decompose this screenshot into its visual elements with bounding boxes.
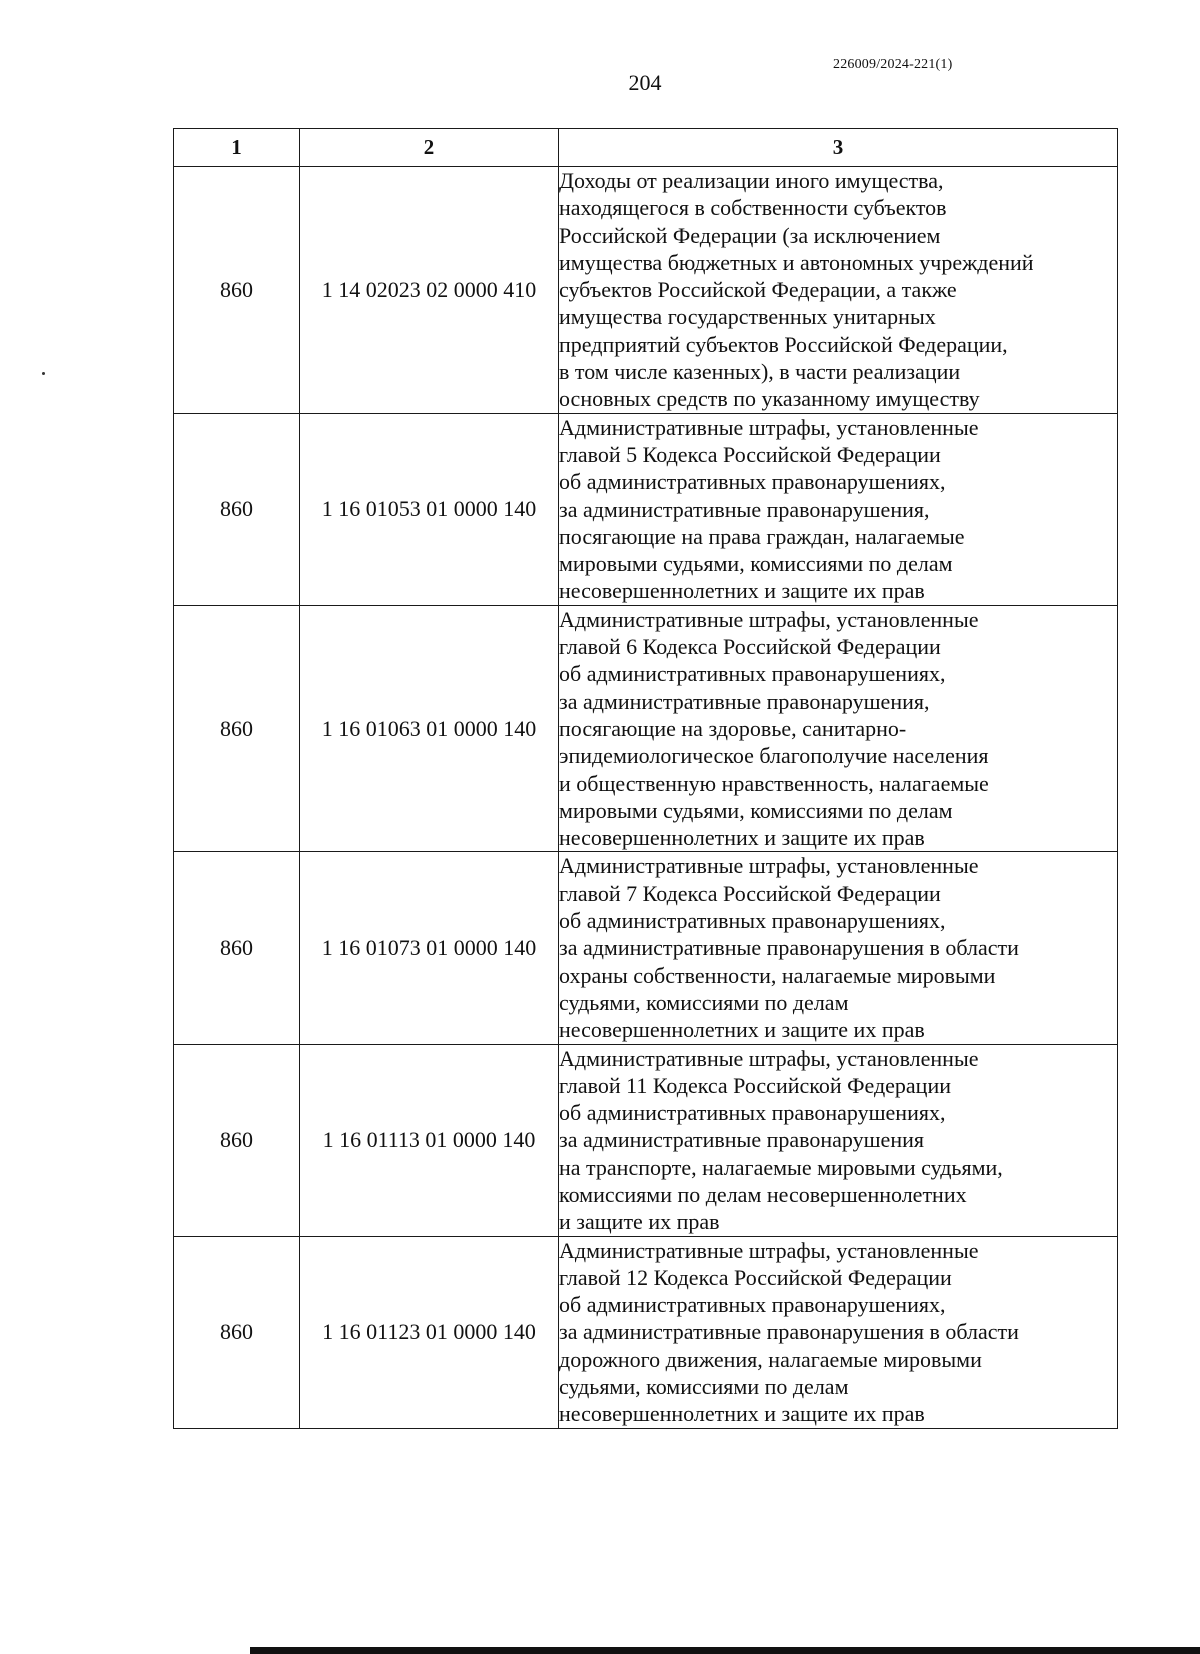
description-line: несовершеннолетних и защите их прав xyxy=(559,578,925,604)
description-line: имущества бюджетных и автономных учреждений xyxy=(559,249,1034,275)
description-line: мировыми судьями, комиссиями по делам xyxy=(559,551,953,577)
description-cell xyxy=(559,413,1118,605)
description-line: Российской Федерации (за исключением xyxy=(559,222,941,248)
column-header-3: 3 xyxy=(559,129,1118,167)
table-body xyxy=(174,167,1118,1429)
description-line: за административные правонарушения в области xyxy=(559,1319,1019,1345)
description-line: об административных правонарушениях, xyxy=(559,1292,946,1318)
description-line: об административных правонарушениях, xyxy=(559,1100,946,1126)
description-cell xyxy=(559,1236,1118,1428)
description-cell xyxy=(559,167,1118,414)
description-line: несовершеннолетних и защите их прав xyxy=(559,825,925,851)
admin-code-cell: 860 xyxy=(174,413,300,605)
description-line: за административные правонарушения в области xyxy=(559,935,1019,961)
table-header-row xyxy=(174,129,1118,167)
admin-code-cell: 860 xyxy=(174,605,300,852)
description-line: Доходы от реализации иного имущества, xyxy=(559,168,944,193)
budget-classification-table xyxy=(173,128,1118,1429)
table-row xyxy=(174,413,1118,605)
document-code: 226009/2024-221(1) xyxy=(833,57,953,72)
description-line: главой 5 Кодекса Российской Федерации xyxy=(559,441,941,467)
description-line: за административные правонарушения xyxy=(559,1127,924,1153)
description-line: посягающие на права граждан, налагаемые xyxy=(559,523,965,549)
description-line: Административные штрафы, установленные xyxy=(559,1237,979,1263)
description-line: несовершеннолетних и защите их прав xyxy=(559,1017,925,1043)
column-header-2: 2 xyxy=(300,129,559,167)
description-line: в том числе казенных), в части реализации xyxy=(559,359,961,385)
description-line: главой 12 Кодекса Российской Федерации xyxy=(559,1264,952,1290)
description-line: главой 7 Кодекса Российской Федерации xyxy=(559,880,941,906)
admin-code-cell: 860 xyxy=(174,167,300,414)
description-line: основных средств по указанному имуществу xyxy=(559,386,980,412)
description-line: судьями, комиссиями по делам xyxy=(559,1374,849,1400)
description-line: на транспорте, налагаемые мировыми судьями, xyxy=(559,1154,1003,1180)
description-line: комиссиями по делам несовершеннолетних xyxy=(559,1181,967,1207)
description-line: главой 11 Кодекса Российской Федерации xyxy=(559,1072,952,1098)
table-row xyxy=(174,167,1118,414)
description-cell xyxy=(559,1044,1118,1236)
description-line: Административные штрафы, установленные xyxy=(559,606,979,632)
description-line: Административные штрафы, установленные xyxy=(559,414,979,440)
budget-code-cell: 1 16 01113 01 0000 140 xyxy=(300,1044,559,1236)
budget-code-cell: 1 16 01053 01 0000 140 xyxy=(300,413,559,605)
budget-code-cell: 1 16 01123 01 0000 140 xyxy=(300,1236,559,1428)
description-line: об административных правонарушениях, xyxy=(559,469,946,495)
scan-edge-bar xyxy=(250,1647,1200,1654)
description-line: несовершеннолетних и защите их прав xyxy=(559,1401,925,1427)
description-line: Административные штрафы, установленные xyxy=(559,853,979,879)
description-line: за административные правонарушения, xyxy=(559,496,930,522)
description-line: Административные штрафы, установленные xyxy=(559,1045,979,1071)
admin-code-cell: 860 xyxy=(174,852,300,1044)
description-line: охраны собственности, налагаемые мировыми xyxy=(559,962,996,988)
description-line: эпидемиологическое благополучие населения xyxy=(559,743,989,769)
description-line: посягающие на здоровье, санитарно- xyxy=(559,715,907,741)
page-number: 204 xyxy=(628,70,662,95)
budget-code-cell: 1 16 01063 01 0000 140 xyxy=(300,605,559,852)
column-header-1: 1 xyxy=(174,129,300,167)
table-row xyxy=(174,852,1118,1044)
description-line: субъектов Российской Федерации, а также xyxy=(559,277,957,303)
description-line: об административных правонарушениях, xyxy=(559,661,946,687)
description-line: об административных правонарушениях, xyxy=(559,908,946,934)
description-line: судьями, комиссиями по делам xyxy=(559,989,849,1015)
table-row xyxy=(174,1236,1118,1428)
description-line: имущества государственных унитарных xyxy=(559,304,936,330)
scan-speck xyxy=(42,372,45,375)
description-line: находящегося в собственности субъектов xyxy=(559,195,947,221)
description-line: главой 6 Кодекса Российской Федерации xyxy=(559,634,941,660)
description-line: дорожного движения, налагаемые мировыми xyxy=(559,1346,982,1372)
description-line: за административные правонарушения, xyxy=(559,688,930,714)
admin-code-cell: 860 xyxy=(174,1044,300,1236)
budget-code-cell: 1 14 02023 02 0000 410 xyxy=(300,167,559,414)
description-line: и общественную нравственность, налагаемые xyxy=(559,770,989,796)
admin-code-cell: 860 xyxy=(174,1236,300,1428)
budget-code-cell: 1 16 01073 01 0000 140 xyxy=(300,852,559,1044)
description-cell xyxy=(559,852,1118,1044)
table-row xyxy=(174,605,1118,852)
description-cell xyxy=(559,605,1118,852)
description-line: мировыми судьями, комиссиями по делам xyxy=(559,797,953,823)
table-row xyxy=(174,1044,1118,1236)
description-line: предприятий субъектов Российской Федерации, xyxy=(559,331,1008,357)
description-line: и защите их прав xyxy=(559,1209,720,1235)
